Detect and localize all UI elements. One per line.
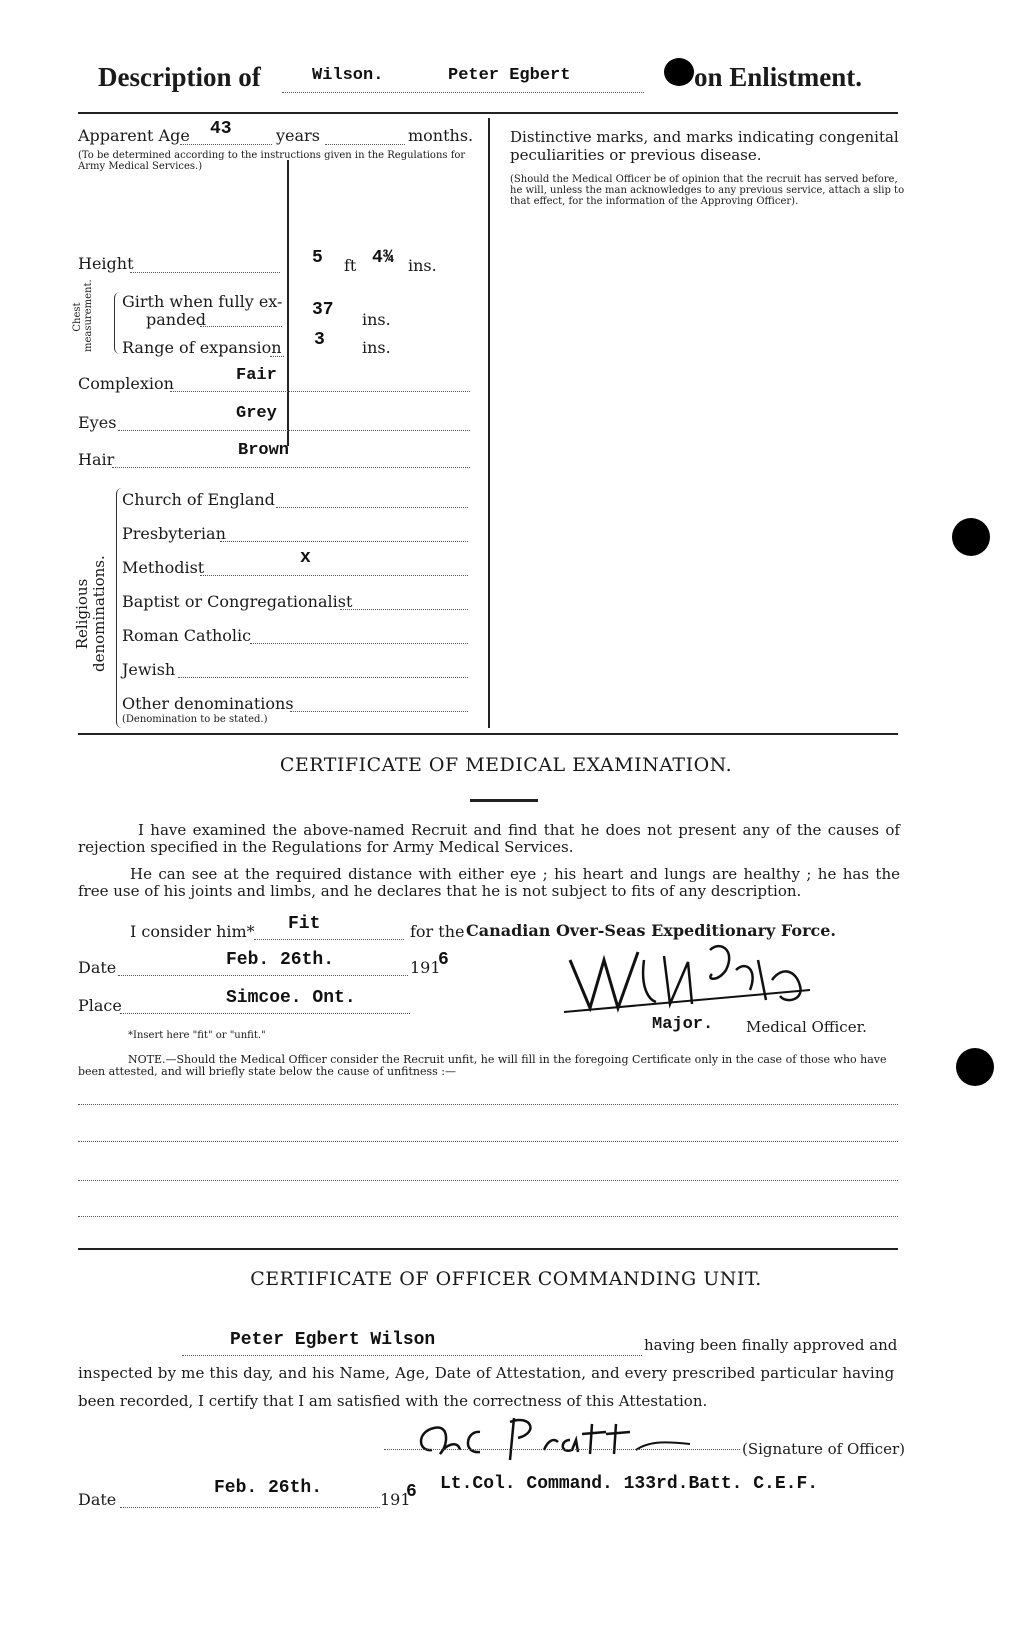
- girth-label-1: Girth when fully ex-: [122, 292, 283, 311]
- religion-line-6: [290, 711, 468, 712]
- commanding-text-2: inspected by me this day, and his Name, Age, Date of Attestation, and every prescribed particular having: [78, 1364, 895, 1382]
- punch-hole-middle: [952, 518, 990, 556]
- medical-heading: CERTIFICATE OF MEDICAL EXAMINATION.: [279, 754, 733, 776]
- ft-label: ft: [344, 256, 357, 275]
- religion-line-2: [200, 575, 468, 576]
- commanding-name-line: [182, 1355, 642, 1356]
- complexion-label: Complexion: [78, 374, 174, 393]
- age-note: (To be determined according to the instructions given in the Regulations for Army Medical Services.): [78, 150, 466, 172]
- medical-paragraph-2: He can see at the required distance with either eye ; his heart and lungs are healthy ; he has the free use of his joints and limbs, and he declares that he is not subject to fits of any description.: [78, 865, 900, 900]
- medical-date-value[interactable]: Feb. 26th.: [226, 950, 335, 970]
- religion-line-3: [340, 609, 468, 610]
- girth-line-left: [200, 326, 282, 327]
- distinctive-marks-heading: Distinctive marks, and marks indicating congenital peculiarities or previous disease.: [510, 128, 899, 164]
- religion-roman-catholic: Roman Catholic: [122, 626, 252, 645]
- methodist-mark[interactable]: x: [300, 548, 311, 568]
- commanding-text-3: been recorded, I certify that I am satisfied with the correctness of this Attestation.: [78, 1392, 708, 1410]
- punch-hole-top: [664, 58, 694, 86]
- religion-line-4: [250, 643, 468, 644]
- place-value[interactable]: Simcoe. Ont.: [226, 988, 356, 1008]
- commanding-year-prefix: 191: [380, 1490, 411, 1509]
- age-value[interactable]: 43: [210, 119, 232, 139]
- religion-presbyterian: Presbyterian: [122, 524, 226, 543]
- months-label: months.: [408, 126, 474, 145]
- range-label: Range of expansion: [122, 338, 282, 357]
- religious-denominations-label: Religious denominations.: [73, 555, 108, 672]
- column-divider-inner: [287, 160, 289, 446]
- insert-note: *Insert here "fit" or "unfit.": [128, 1030, 266, 1041]
- commanding-rank-value[interactable]: Lt.Col. Command. 133rd.Batt. C.E.F.: [440, 1474, 819, 1494]
- commanding-date-line: [120, 1507, 380, 1508]
- hair-label: Hair: [78, 450, 115, 469]
- commanding-date-label: Date: [78, 1490, 117, 1509]
- height-in-value[interactable]: 4¾: [372, 248, 394, 268]
- apparent-age-label: Apparent Age: [78, 126, 190, 145]
- header-rule: [78, 112, 898, 114]
- religion-line-1: [220, 541, 468, 542]
- girth-label-2: panded: [146, 310, 207, 329]
- commanding-date-value[interactable]: Feb. 26th.: [214, 1478, 323, 1498]
- distinctive-marks-note: (Should the Medical Officer be of opinion that the recruit has served before, he will, unless the man acknowledges to any previous service, attach a slip to that effect, for the information of the Approving Officer).: [510, 174, 905, 207]
- chest-brace: [114, 292, 121, 354]
- signature-of-officer-label: (Signature of Officer): [742, 1440, 906, 1458]
- age-line: [180, 144, 272, 145]
- height-label: Height: [78, 254, 134, 273]
- religion-baptist: Baptist or Congregationalist: [122, 592, 353, 611]
- range-value[interactable]: 3: [314, 330, 325, 350]
- commanding-name-value[interactable]: Peter Egbert Wilson: [230, 1330, 436, 1350]
- complexion-line: [170, 391, 470, 392]
- commanding-year-digit[interactable]: 6: [406, 1482, 417, 1502]
- medical-heading-flourish: [470, 799, 538, 802]
- medical-officer-signature: [560, 930, 830, 1020]
- ins-label: ins.: [408, 256, 437, 275]
- form-title-suffix: on Enlistment.: [694, 62, 863, 92]
- chest-measurement-label: Chest measurement.: [72, 279, 94, 352]
- religion-line-5: [178, 677, 468, 678]
- unfitness-note: NOTE.—Should the Medical Officer consider the Recruit unfit, he will fill in the foregoing Certificate only in the case of those who have been attested, and will briefly state below the cause of unfitness :—: [78, 1053, 887, 1078]
- unfitness-line-2[interactable]: [78, 1141, 898, 1142]
- column-divider-main: [488, 118, 490, 728]
- fit-value[interactable]: Fit: [288, 914, 321, 934]
- girth-value[interactable]: 37: [312, 300, 334, 320]
- commanding-officer-signature: [410, 1410, 730, 1470]
- religion-church-of-england: Church of England: [122, 490, 275, 509]
- religion-jewish: Jewish: [122, 660, 176, 679]
- religion-other-note: (Denomination to be stated.): [122, 714, 268, 725]
- consider-label: I consider him*: [130, 922, 255, 941]
- religion-methodist: Methodist: [122, 558, 205, 577]
- eyes-label: Eyes: [78, 413, 117, 432]
- girth-ins-label: ins.: [362, 310, 391, 329]
- hair-line: [112, 467, 470, 468]
- medical-paragraph-1: I have examined the above-named Recruit and find that he does not present any of the causes of rejection specified in the Regulations for Army Medical Services.: [78, 821, 900, 856]
- medical-officer-rank[interactable]: Major.: [652, 1015, 714, 1034]
- height-ft-value[interactable]: 5: [312, 248, 323, 268]
- form-title-prefix: Description of: [98, 62, 261, 92]
- medical-officer-label: Medical Officer.: [746, 1018, 867, 1036]
- unfitness-line-1[interactable]: [78, 1104, 898, 1105]
- place-line: [120, 1013, 410, 1014]
- range-line-left: [270, 356, 284, 357]
- religion-other: Other denominations: [122, 694, 294, 713]
- eyes-value[interactable]: Grey: [236, 404, 277, 423]
- surname-value[interactable]: Wilson.: [312, 66, 384, 85]
- years-label: years: [276, 126, 320, 145]
- given-names-value[interactable]: Peter Egbert: [448, 66, 571, 85]
- fit-line: [254, 939, 404, 940]
- section-rule-1: [78, 733, 898, 735]
- signature-line: [384, 1449, 740, 1450]
- unfitness-line-4[interactable]: [78, 1216, 898, 1217]
- medical-year-prefix: 191: [410, 958, 441, 977]
- punch-hole-lower: [956, 1048, 994, 1086]
- complexion-value[interactable]: Fair: [236, 366, 277, 385]
- medical-date-label: Date: [78, 958, 117, 977]
- commanding-text-1: having been finally approved and: [644, 1336, 898, 1354]
- range-ins-label: ins.: [362, 338, 391, 357]
- eyes-line: [118, 430, 470, 431]
- unfitness-line-3[interactable]: [78, 1180, 898, 1181]
- hair-value[interactable]: Brown: [238, 441, 290, 460]
- section-rule-2: [78, 1248, 898, 1250]
- religion-line-0: [276, 507, 468, 508]
- commanding-heading: CERTIFICATE OF OFFICER COMMANDING UNIT.: [250, 1268, 762, 1290]
- name-line: [282, 92, 644, 93]
- medical-year-digit[interactable]: 6: [438, 950, 449, 970]
- force-label: Canadian Over-Seas Expeditionary Force.: [466, 921, 836, 940]
- height-line: [130, 272, 280, 273]
- for-label: for the: [410, 922, 465, 941]
- months-line: [325, 144, 405, 145]
- medical-date-line: [118, 975, 408, 976]
- place-label: Place: [78, 996, 122, 1015]
